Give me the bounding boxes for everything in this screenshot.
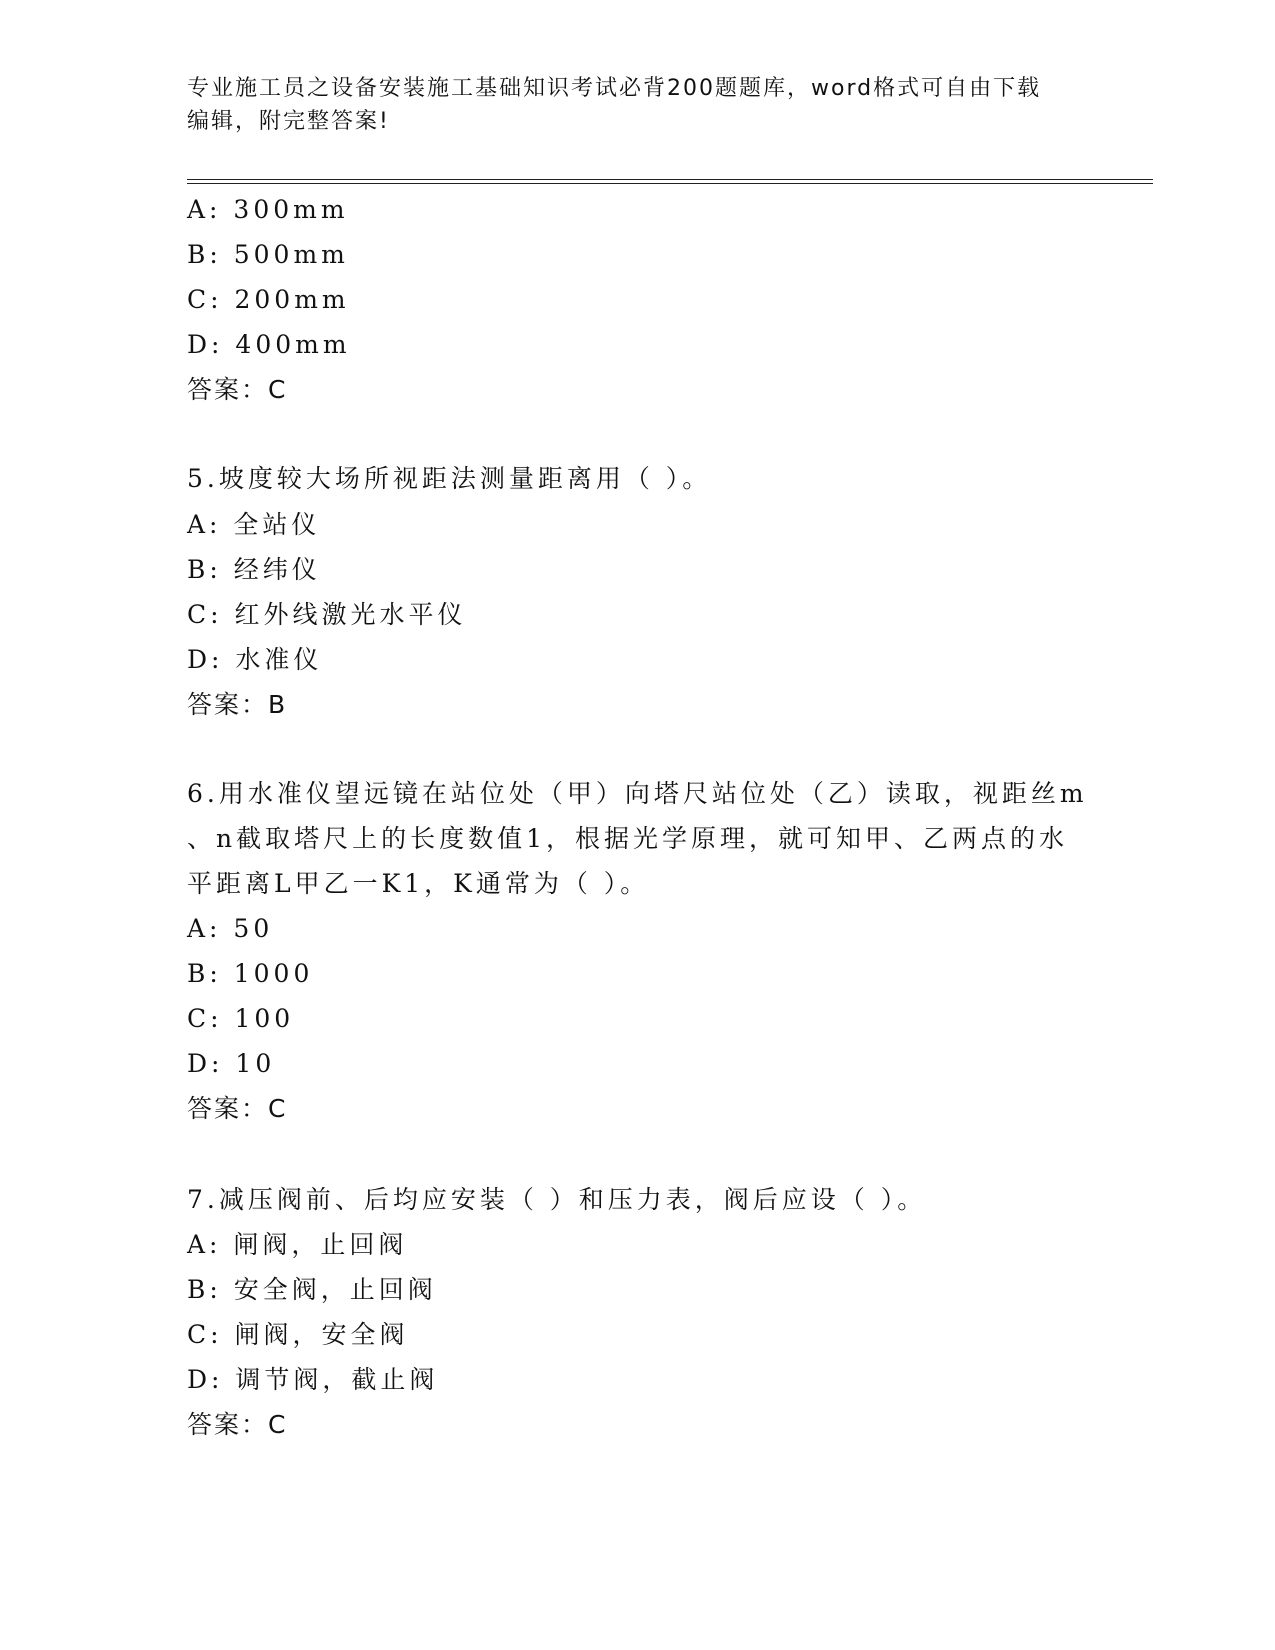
q4-option-b: B: 500mm [187,240,349,269]
q6-option-c: C: 100 [187,1004,295,1033]
q7-option-c: C: 闸阀，安全阀 [187,1320,409,1349]
q6-question-line-2: 、n截取塔尺上的长度数值1，根据光学原理，就可知甲、乙两点的水 [187,824,1069,853]
q7-option-d: D: 调节阀，截止阀 [187,1365,439,1394]
q6-answer: 答案：C [187,1094,288,1123]
q6-question-line-1: 6.用水准仪望远镜在站位处（甲）向塔尺站位处（乙）读取，视距丝m [187,779,1088,808]
q4-answer: 答案：C [187,375,288,404]
q5-option-b: B: 经纬仪 [187,555,321,584]
q5-option-d: D: 水准仪 [187,645,323,674]
q4-option-a: A: 300mm [187,195,349,224]
header-line-1: 专业施工员之设备安装施工基础知识考试必背200题题库，word格式可自由下载 [187,76,1042,101]
q5-option-c: C: 红外线激光水平仪 [187,600,467,629]
q6-option-a: A: 50 [187,914,274,943]
header-divider [187,179,1153,184]
q6-option-b: B: 1000 [187,959,314,988]
document-header [187,72,1087,138]
q7-option-b: B: 安全阀，止回阀 [187,1275,437,1304]
q7-question: 7.减压阀前、后均应安装（ ）和压力表，阀后应设（ ）。 [187,1185,927,1214]
q5-option-a: A: 全站仪 [187,510,321,539]
q6-option-d: D: 10 [187,1049,276,1078]
q5-question: 5.坡度较大场所视距法测量距离用（ ）。 [187,464,712,493]
q4-option-c: C: 200mm [187,285,350,314]
q7-option-a: A: 闸阀，止回阀 [187,1230,408,1259]
q6-question-line-3: 平距离L甲乙一K1，K通常为（ ）。 [187,869,650,898]
q4-option-d: D: 400mm [187,330,351,359]
q7-answer: 答案：C [187,1410,288,1439]
q5-answer: 答案：B [187,690,288,719]
header-line-2: 编辑，附完整答案! [187,109,390,134]
